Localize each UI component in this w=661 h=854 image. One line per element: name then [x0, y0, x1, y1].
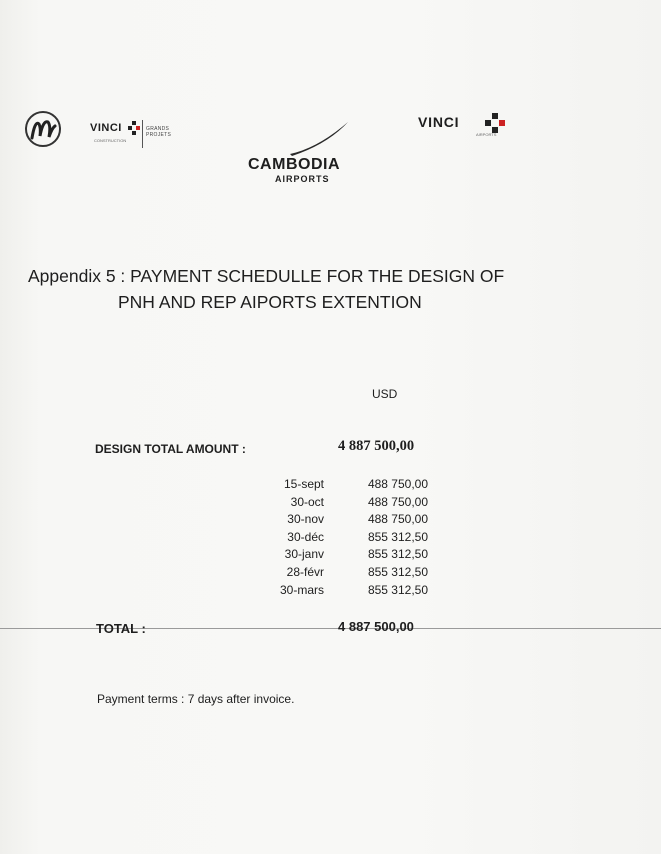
payment-terms: Payment terms : 7 days after invoice.: [97, 692, 295, 706]
total-amount: 4 887 500,00: [338, 619, 414, 634]
vinci-construction-logo: [90, 120, 190, 150]
schedule-date: 30-oct: [290, 494, 324, 509]
design-total-label: DESIGN TOTAL AMOUNT :: [95, 442, 246, 456]
m-logo-icon: [24, 110, 62, 148]
document-title-line-1: Appendix 5 : PAYMENT SCHEDULLE FOR THE DESIGN OF: [28, 266, 505, 286]
cambodia-airports-logo: [240, 120, 370, 190]
grands-projets-text: GRANDS PROJETS: [146, 126, 172, 138]
schedule-date: 28-févr: [286, 564, 324, 579]
vinci-airports-sub: AIRPORTS: [476, 132, 497, 137]
vinci-cross-icon: [128, 121, 140, 135]
vinci-construction-sub: CONSTRUCTION: [94, 138, 127, 143]
schedule-amount: 855 312,50: [367, 547, 428, 562]
design-total-amount: 4 887 500,00: [338, 438, 415, 454]
document-title-line-2: PNH AND REP AIPORTS EXTENTION: [118, 292, 422, 312]
vinci-airports-wordmark: VINCI: [418, 114, 460, 130]
show-through-shadow: [200, 345, 207, 376]
schedule-date: 15-sept: [283, 477, 324, 491]
swoosh-icon: [288, 120, 350, 156]
schedule-amount: 488 750,00: [367, 494, 428, 509]
schedule-date: 30-janv: [284, 547, 324, 562]
schedule-amount: 488 750,00: [367, 512, 428, 527]
schedule-amount: 855 312,50: [367, 529, 428, 544]
schedule-date: 30-nov: [287, 512, 324, 527]
schedule-date: 30-déc: [287, 529, 324, 544]
schedule-amount: 855 312,50: [367, 564, 428, 579]
currency-label: USD: [372, 387, 398, 401]
total-label: TOTAL :: [96, 621, 146, 636]
cambodia-airports-sub: AIRPORTS: [275, 174, 330, 184]
vinci-airports-logo: [418, 112, 518, 142]
vinci-cross-icon: [484, 113, 506, 133]
schedule-amount: 488 750,00: [367, 477, 428, 491]
logo-separator: [142, 120, 143, 148]
schedule-amount: 855 312,50: [367, 582, 428, 597]
vinci-wordmark: VINCI: [90, 122, 122, 134]
cambodia-wordmark: CAMBODIA: [248, 156, 340, 173]
schedule-date: 30-mars: [279, 582, 324, 597]
